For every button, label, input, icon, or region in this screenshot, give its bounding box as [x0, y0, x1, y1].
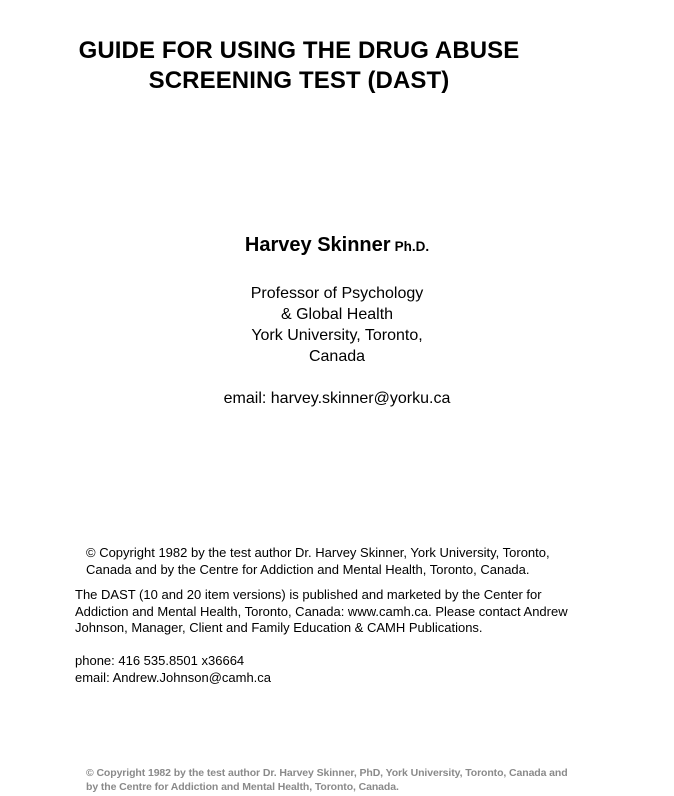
publisher-line-1: The DAST (10 and 20 item versions) is published and marketed by the Center for [75, 587, 542, 602]
author-affiliation [0, 283, 674, 367]
contact-email: email: Andrew.Johnson@camh.ca [75, 669, 272, 685]
page-footer [86, 766, 606, 794]
document-title [0, 36, 598, 96]
publisher-notice [75, 587, 603, 637]
publisher-contact [75, 653, 603, 686]
publisher-line-3: Johnson, Manager, Client and Family Education & CAMH Publications. [75, 620, 483, 635]
affiliation-line-4: Canada [308, 348, 366, 365]
affiliation-line-2: & Global Health [280, 306, 394, 323]
author-name: Harvey Skinner [244, 234, 391, 256]
copyright-notice [86, 545, 606, 578]
copyright-line-2: Canada and by the Centre for Addiction and Mental Health, Toronto, Canada. [86, 561, 530, 577]
author-byline [0, 233, 674, 259]
author-email [0, 388, 674, 409]
title-line-1: GUIDE FOR USING THE DRUG ABUSE [78, 37, 520, 64]
title-line-2: SCREENING TEST (DAST) [148, 67, 450, 94]
affiliation-line-1: Professor of Psychology [250, 285, 424, 302]
publisher-line-2: Addiction and Mental Health, Toronto, Canada: www.camh.ca. Please contact Andrew [75, 603, 568, 619]
author-degree: Ph.D. [394, 239, 430, 254]
copyright-line-1: © Copyright 1982 by the test author Dr. Harvey Skinner, York University, Toronto, [86, 545, 550, 560]
footer-line-1: © Copyright 1982 by the test author Dr. Harvey Skinner, PhD, York University, Toronto, Canada and [86, 767, 568, 779]
contact-phone: phone: 416 535.8501 x36664 [75, 653, 245, 668]
footer-line-2: by the Centre for Addiction and Mental Health, Toronto, Canada. [86, 781, 399, 793]
author-email-text: email: harvey.skinner@yorku.ca [223, 390, 451, 407]
affiliation-line-3: York University, Toronto, [251, 327, 423, 344]
